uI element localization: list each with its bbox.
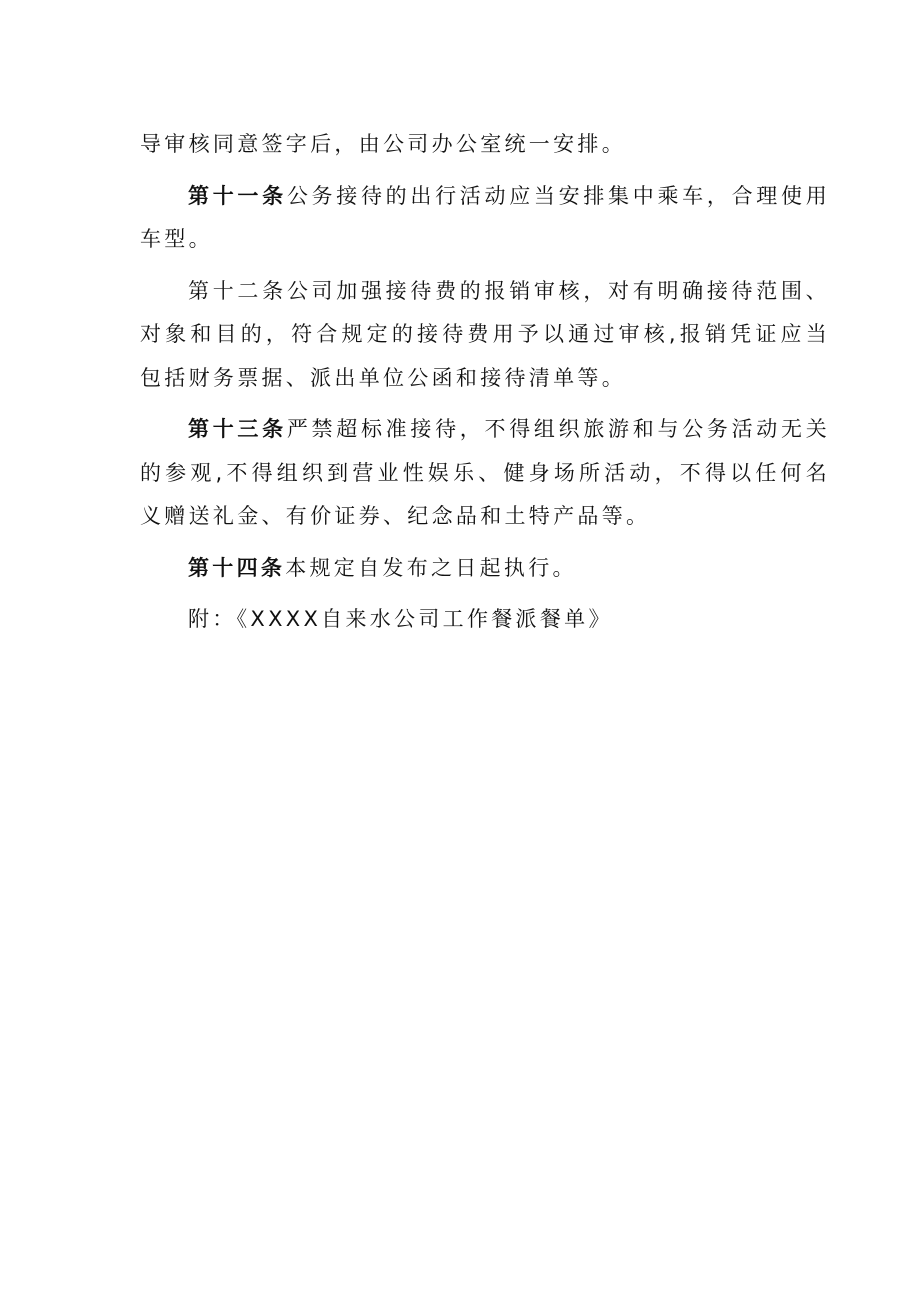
article-heading: 第十四条 <box>188 555 286 580</box>
article-11 <box>140 175 830 262</box>
article-heading: 第十一条 <box>188 183 287 208</box>
paragraph-text: 严禁超标准接待，不得组织旅游和与公务活动无关的参观,不得组织到营业性娱乐、健身场所活动，不得以任何名义赠送礼金、有价证券、纪念品和土特产品等。 <box>140 417 830 528</box>
attachment-note <box>140 598 830 642</box>
article-12 <box>140 270 830 401</box>
document-body <box>140 123 830 642</box>
paragraph-text: 附：《XXXX自来水公司工作餐派餐单》 <box>188 607 613 631</box>
paragraph-text: 第十二条公司加强接待费的报销审核，对有明确接待范围、对象和目的，符合规定的接待费用予以通过审核,报销凭证应当包括财务票据、派出单位公函和接待清单等。 <box>140 278 830 390</box>
paragraph-text: 导审核同意签字后，由公司办公室统一安排。 <box>140 132 626 156</box>
paragraph-continuation <box>140 123 830 167</box>
article-heading: 第十三条 <box>188 417 287 441</box>
article-13 <box>140 408 830 539</box>
paragraph-text: 公务接待的出行活动应当安排集中乘车，合理使用车型。 <box>140 183 830 251</box>
paragraph-text: 本规定自发布之日起执行。 <box>285 555 577 580</box>
article-14 <box>140 547 830 591</box>
